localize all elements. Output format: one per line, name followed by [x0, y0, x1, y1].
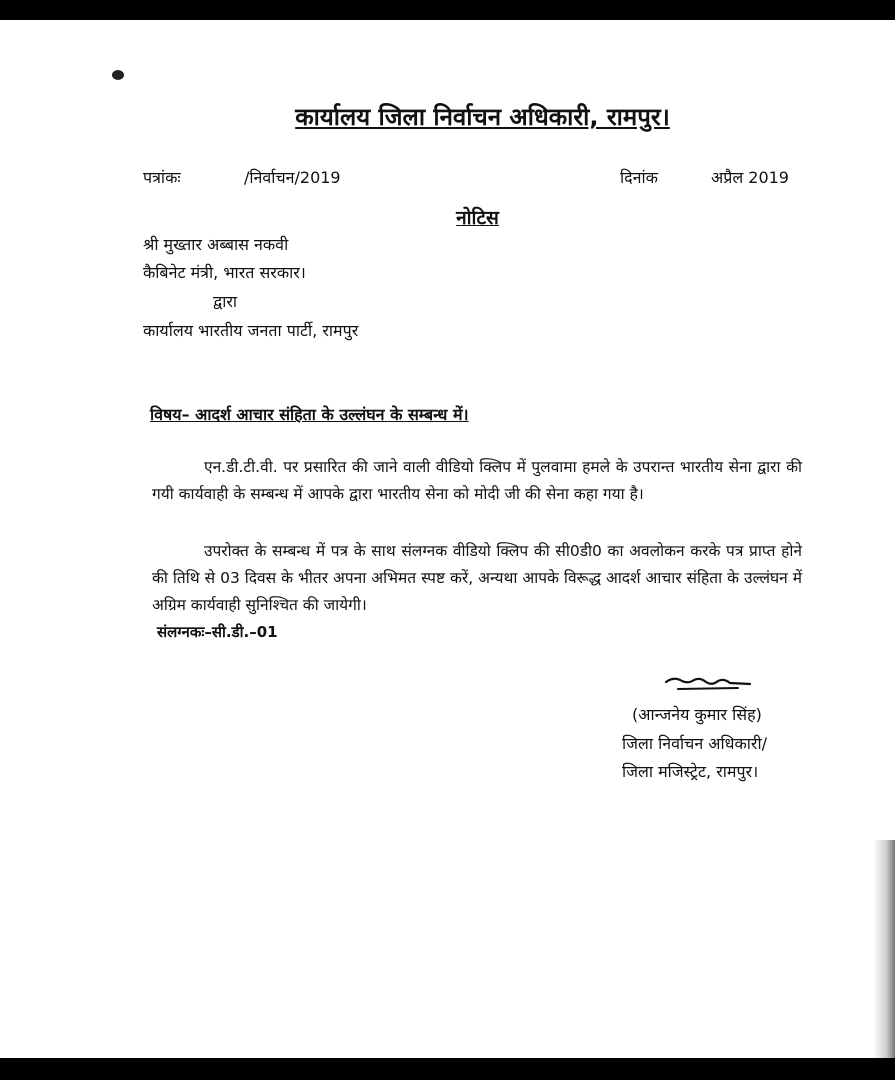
date-value: अप्रैल 2019 [711, 168, 789, 187]
reference-number: /निर्वाचन/2019 [244, 168, 341, 187]
letter-page [0, 20, 895, 1058]
signatory-designation-2: जिला मजिस्ट्रेट, रामपुर। [622, 762, 759, 781]
date-label: दिनांक [620, 168, 658, 187]
reference-label: पत्रांकः [143, 168, 181, 187]
signatory-name: (आन्जनेय कुमार सिंह) [632, 705, 762, 724]
notice-heading: नोटिस [456, 207, 499, 229]
addressee-office: कार्यालय भारतीय जनता पार्टी, रामपुर [143, 321, 359, 340]
addressee-name: श्री मुख्तार अब्बास नकवी [143, 235, 289, 254]
subject-line: विषय– आदर्श आचार संहिता के उल्लंघन के सम्बन्ध में। [150, 405, 469, 424]
addressee-via: द्वारा [213, 292, 238, 311]
body-paragraph-2: उपरोक्त के सम्बन्ध में पत्र के साथ संलग्नक वीडियो क्लिप की सी0डी0 का अवलोकन करके पत्र प्राप्त होने की तिथि से 03 दिवस के भीतर अपना अभिमत स्पष्ट करें, अन्यथा आपके विरूद्ध आदर्श आचार संहिता के उल्लंघन में अग्रिम कार्यवाही सुनिश्चित की जायेगी। [152, 542, 802, 614]
scan-edge-shadow [873, 840, 895, 1058]
office-title: कार्यालय जिला निर्वाचन अधिकारी, रामपुर। [295, 103, 670, 131]
scan-speck [112, 70, 124, 80]
enclosure-line: संलग्नकः–सी.डी.–01 [157, 623, 278, 641]
body-paragraph-1: एन.डी.टी.वी. पर प्रसारित की जाने वाली वीडियो क्लिप में पुलवामा हमले के उपरान्त भारतीय सेना द्वारा की गयी कार्यवाही के सम्बन्ध में आपके द्वारा भारतीय सेना को मोदी जी की सेना कहा गया है। [152, 458, 802, 503]
handwritten-signature [660, 672, 756, 694]
signatory-designation-1: जिला निर्वाचन अधिकारी/ [622, 734, 768, 753]
addressee-designation: कैबिनेट मंत्री, भारत सरकार। [143, 263, 306, 282]
